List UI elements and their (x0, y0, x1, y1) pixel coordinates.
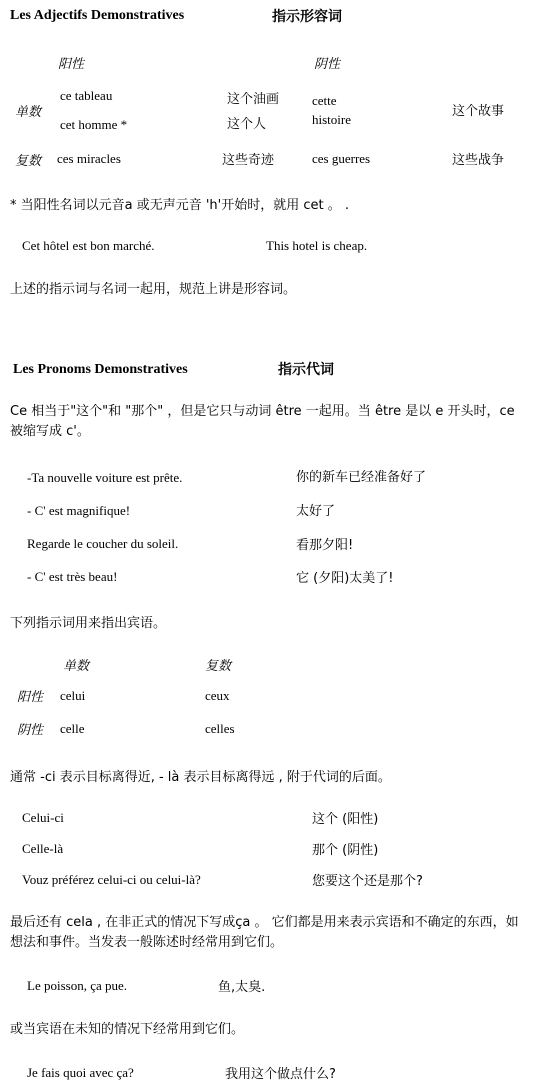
summary: 上述的指示词与名词一起用，规范上讲是形容词。 (10, 282, 297, 297)
cela-note: 最后还有 cela , 在非正式的情况下写成ça 。 它们都是用来表示宾语和不确定的东西，如想法和事件。当发表一般陈述时经常用到它们。 (10, 915, 519, 950)
example2-zh-1: 这个 (阳性) (312, 812, 379, 827)
f-sg-2: histoire (312, 112, 351, 127)
example3-zh: 鱼,太臭. (218, 980, 266, 995)
m-pl-zh: 这些奇迹 (222, 153, 275, 168)
dialog-zh-2: 太好了 (296, 504, 336, 519)
celle: celle (60, 721, 85, 736)
dialog-fr-3: Regarde le coucher du soleil. (27, 536, 179, 551)
example4-zh: 我用这个做点什么? (225, 1067, 336, 1082)
f-pl: ces guerres (312, 151, 371, 166)
row-plural: 复数 (15, 154, 42, 169)
object-intro: 下列指示词用来指出宾语。 (10, 616, 167, 631)
head-plural: 复数 (205, 659, 232, 674)
example2-zh-3: 您要这个还是那个? (312, 874, 423, 889)
row-singular: 单数 (15, 105, 42, 120)
celui: celui (60, 688, 86, 703)
m-sg-2: cet homme * (60, 117, 128, 132)
dialog-fr-2: - C' est magnifique! (27, 503, 131, 518)
f-pl-zh: 这些战争 (452, 153, 505, 168)
row-feminine: 阴性 (17, 723, 44, 738)
example2-fr-1: Celui-ci (22, 810, 64, 825)
m-sg-1: ce tableau (60, 88, 113, 103)
example3-fr: Le poisson, ça pue. (27, 978, 128, 993)
example2-fr-3: Vouz préférez celui-ci ou celui-là? (22, 872, 201, 887)
head-singular: 单数 (63, 659, 90, 674)
row-masculine: 阳性 (17, 690, 44, 705)
m-pl: ces miracles (57, 151, 121, 166)
ci-la-note: 通常 -ci 表示目标离得近, - là 表示目标离得远 , 附于代词的后面。 (10, 770, 391, 785)
dialog-zh-4: 它 (夕阳)太美了! (296, 571, 394, 586)
cet-note: * 当阳性名词以元音a 或无声元音 'h'开始时，就用 cet 。 . (10, 198, 350, 213)
f-sg-zh: 这个故事 (452, 104, 505, 119)
head-feminine: 阴性 (314, 57, 341, 72)
m-sg-zh-1: 这个油画 (227, 92, 280, 107)
f-sg-1: cette (312, 93, 337, 108)
example-fr: Cet hôtel est bon marché. (22, 238, 155, 253)
section1-title-zh: 指示形容词 (272, 9, 342, 25)
dialog-zh-3: 看那夕阳! (296, 538, 354, 553)
example2-fr-2: Celle-là (22, 841, 64, 856)
section2-title-fr: Les Pronoms Demonstratives (13, 362, 188, 377)
example4-fr: Je fais quoi avec ça? (27, 1065, 134, 1080)
unknown-note: 或当宾语在未知的情况下经常用到它们。 (10, 1022, 245, 1037)
ce-intro: Ce 相当于"这个"和 "那个" ，但是它只与动词 être 一起用。当 être 是以 e 开头时，ce被缩写成 c'。 (10, 404, 515, 439)
section1-title-fr: Les Adjectifs Demonstratives (10, 8, 185, 23)
example-en: This hotel is cheap. (266, 238, 368, 253)
ceux: ceux (205, 688, 230, 703)
example2-zh-2: 那个 (阴性) (312, 843, 379, 858)
celles: celles (205, 721, 235, 736)
dialog-fr-4: - C' est très beau! (27, 569, 118, 584)
head-masculine: 阳性 (58, 57, 85, 72)
dialog-zh-1: 你的新车已经准备好了 (296, 470, 427, 485)
section2-title-zh: 指示代词 (278, 362, 334, 378)
dialog-fr-1: -Ta nouvelle voiture est prête. (27, 470, 183, 485)
m-sg-zh-2: 这个人 (227, 117, 267, 132)
